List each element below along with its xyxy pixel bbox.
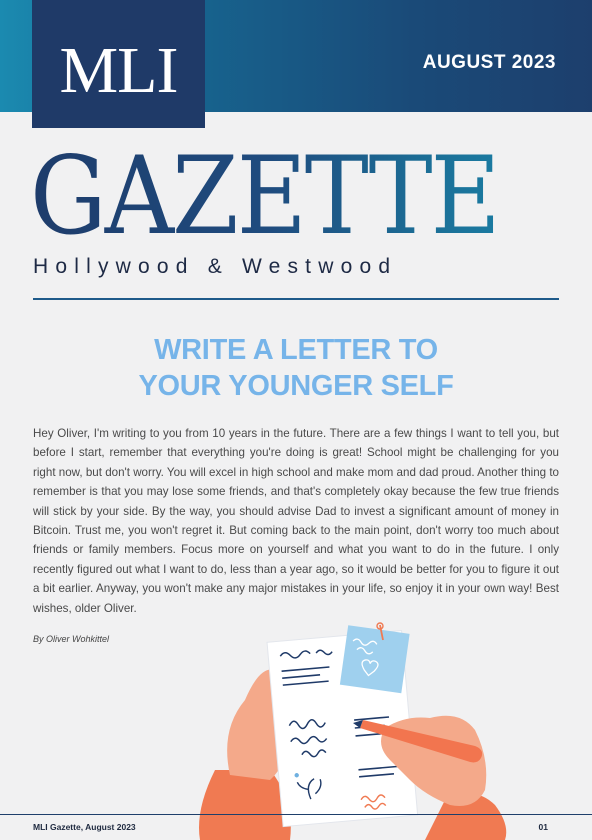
gazette-title: GAZETTE — [30, 140, 566, 252]
footer-divider — [0, 814, 592, 815]
article-byline: By Oliver Wohkittel — [33, 634, 110, 644]
mli-logo-text: MLI — [59, 34, 178, 107]
issue-date: AUGUST 2023 — [422, 52, 556, 73]
article-headline — [60, 332, 532, 404]
masthead-divider — [33, 298, 559, 300]
hands-writing-letter-icon — [175, 620, 535, 840]
sticky-note — [340, 625, 410, 693]
left-sleeve — [199, 770, 291, 840]
footer-publication: MLI Gazette, August 2023 — [33, 822, 136, 832]
location-subtitle: Hollywood & Westwood — [33, 255, 398, 278]
article-body: Hey Oliver, I'm writing to you from 10 years in the future. There are a few things I want to tell you, but before I start, remember that everything you're doing is great! School might be challenging for you right now, but don't worry. You will excel in high school and make mom and dad proud. Another thing to remember is that you may lose some friends, and that's completely okay because the few true friends will stick by your side. By the way, you should advise Dad to invest a significant amount of money in Bitcoin. Trust me, you won't regret it. But coming back to the main point, don't worry too much about friends or family members. Focus more on yourself and what you want to do in the future. I only recently figured out what I want to do, less than a year ago, so it would be better for you to figure it out a bit earlier. Anyway, you won't make any major mistakes in your life, so enjoy it in your own way! Best wishes, older Oliver. — [33, 427, 559, 615]
page-number: 01 — [538, 822, 548, 832]
mli-logo — [32, 0, 205, 128]
headline-line-1: WRITE A LETTER TO — [154, 334, 438, 366]
headline-line-2: YOUR YOUNGER SELF — [138, 370, 454, 402]
